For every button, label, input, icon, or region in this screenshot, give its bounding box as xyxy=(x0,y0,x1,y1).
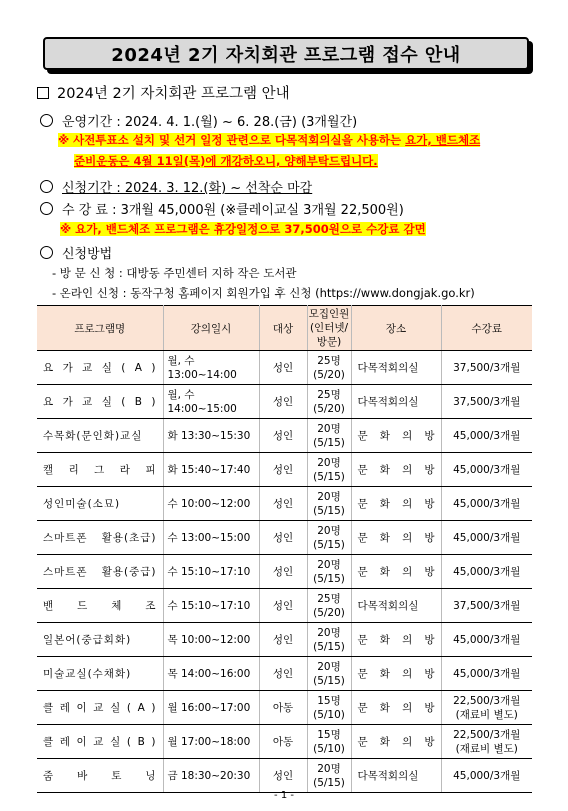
table-row xyxy=(37,691,532,725)
program-capacity: 15명 (5/10) xyxy=(307,725,351,759)
program-place: 문 화 의 방 xyxy=(351,521,441,555)
program-schedule: 수 13:00~15:00 xyxy=(163,521,259,555)
program-place: 문 화 의 방 xyxy=(351,691,441,725)
program-schedule: 화 13:30~15:30 xyxy=(163,419,259,453)
table-row xyxy=(37,657,532,691)
program-target: 아동 xyxy=(259,725,307,759)
program-schedule: 목 10:00~12:00 xyxy=(163,623,259,657)
table-row xyxy=(37,385,532,419)
fee-notice: ※ 요가, 밴드체조 프로그램은 휴강일정으로 37,500원으로 수강료 감면 xyxy=(60,222,426,236)
program-fee: 22,500/3개월 (재료비 별도) xyxy=(441,691,532,725)
program-fee: 45,000/3개월 xyxy=(441,759,532,793)
program-capacity: 20명 (5/15) xyxy=(307,759,351,793)
program-name: 줌 바 토 닝 xyxy=(37,759,163,793)
program-name: 수목화(문인화)교실 xyxy=(37,419,163,453)
program-fee: 45,000/3개월 xyxy=(441,555,532,589)
page-number: - 1 - xyxy=(274,790,294,801)
program-place: 문 화 의 방 xyxy=(351,725,441,759)
program-fee: 37,500/3개월 xyxy=(441,385,532,419)
program-name: 성인미술(소묘) xyxy=(37,487,163,521)
program-capacity: 20명 (5/15) xyxy=(307,487,351,521)
circle-bullet-icon xyxy=(40,114,53,127)
program-fee: 45,000/3개월 xyxy=(441,623,532,657)
program-place: 문 화 의 방 xyxy=(351,453,441,487)
fee-info: 수 강 료 : 3개월 45,000원 (※클레이교실 3개월 22,500원) xyxy=(40,199,404,218)
program-fee: 37,500/3개월 xyxy=(441,351,532,385)
program-name: 클 레 이 교 실 ( A ) xyxy=(37,691,163,725)
program-target: 성인 xyxy=(259,351,307,385)
program-target: 성인 xyxy=(259,453,307,487)
program-name: 일본어(중급회화) xyxy=(37,623,163,657)
table-row xyxy=(37,351,532,385)
program-fee: 45,000/3개월 xyxy=(441,453,532,487)
program-capacity: 25명 (5/20) xyxy=(307,385,351,419)
program-place: 문 화 의 방 xyxy=(351,623,441,657)
program-name: 미술교실(수채화) xyxy=(37,657,163,691)
program-fee: 45,000/3개월 xyxy=(441,419,532,453)
table-row xyxy=(37,521,532,555)
program-schedule: 월 16:00~17:00 xyxy=(163,691,259,725)
square-bullet-icon xyxy=(37,87,49,99)
program-place: 다목적회의실 xyxy=(351,759,441,793)
program-capacity: 25명 (5/20) xyxy=(307,351,351,385)
circle-bullet-icon xyxy=(40,180,53,193)
program-name: 클 레 이 교 실 ( B ) xyxy=(37,725,163,759)
method-heading: 신청방법 xyxy=(40,243,112,262)
program-target: 성인 xyxy=(259,657,307,691)
program-place: 문 화 의 방 xyxy=(351,555,441,589)
program-capacity: 15명 (5/10) xyxy=(307,691,351,725)
header-place: 장소 xyxy=(351,306,441,351)
table-row xyxy=(37,759,532,793)
program-schedule: 목 14:00~16:00 xyxy=(163,657,259,691)
circle-bullet-icon xyxy=(40,202,53,215)
page-title: 2024년 2기 자치회관 프로그램 접수 안내 xyxy=(43,37,529,70)
program-name: 요 가 교 실 ( B ) xyxy=(37,385,163,419)
program-target: 성인 xyxy=(259,759,307,793)
table-row xyxy=(37,725,532,759)
program-place: 다목적회의실 xyxy=(351,351,441,385)
table-row xyxy=(37,453,532,487)
program-capacity: 20명 (5/15) xyxy=(307,521,351,555)
notice-line-2: 준비운동은 4월 11일(목)에 개강하오니, 양해부탁드립니다. xyxy=(74,154,378,168)
program-target: 성인 xyxy=(259,419,307,453)
program-capacity: 20명 (5/15) xyxy=(307,555,351,589)
program-place: 다목적회의실 xyxy=(351,385,441,419)
table-row xyxy=(37,487,532,521)
program-fee: 37,500/3개월 xyxy=(441,589,532,623)
program-name: 요 가 교 실 ( A ) xyxy=(37,351,163,385)
header-program: 프로그램명 xyxy=(37,306,163,351)
method-online: - 온라인 신청 : 동작구청 홈페이지 회원가입 후 신청 (https://www.dongjak.go.kr) xyxy=(52,286,475,300)
program-name: 밴 드 체 조 xyxy=(37,589,163,623)
program-name: 스마트폰 활용(초급) xyxy=(37,521,163,555)
program-place: 다목적회의실 xyxy=(351,589,441,623)
operation-period: 운영기간 : 2024. 4. 1.(월) ~ 6. 28.(금) (3개월간) xyxy=(40,111,357,130)
program-name: 캘 리 그 라 피 xyxy=(37,453,163,487)
header-target: 대상 xyxy=(259,306,307,351)
program-name: 스마트폰 활용(중급) xyxy=(37,555,163,589)
section-heading: 2024년 2기 자치회관 프로그램 안내 xyxy=(37,82,290,103)
program-target: 성인 xyxy=(259,623,307,657)
program-schedule: 수 10:00~12:00 xyxy=(163,487,259,521)
header-schedule: 강의일시 xyxy=(163,306,259,351)
program-fee: 45,000/3개월 xyxy=(441,487,532,521)
table-row xyxy=(37,589,532,623)
program-target: 성인 xyxy=(259,555,307,589)
table-row xyxy=(37,419,532,453)
program-capacity: 20명 (5/15) xyxy=(307,623,351,657)
circle-bullet-icon xyxy=(40,246,53,259)
notice-line-1: ※ 사전투표소 설치 및 선거 일정 관련으로 다목적회의실을 사용하는 요가, 밴드체조 xyxy=(58,133,481,147)
program-schedule: 월, 수 14:00~15:00 xyxy=(163,385,259,419)
program-schedule: 월 17:00~18:00 xyxy=(163,725,259,759)
program-target: 아동 xyxy=(259,691,307,725)
program-schedule: 월, 수 13:00~14:00 xyxy=(163,351,259,385)
program-fee: 45,000/3개월 xyxy=(441,657,532,691)
program-schedule: 수 15:10~17:10 xyxy=(163,555,259,589)
program-target: 성인 xyxy=(259,487,307,521)
header-fee: 수강료 xyxy=(441,306,532,351)
program-place: 문 화 의 방 xyxy=(351,657,441,691)
program-fee: 22,500/3개월 (재료비 별도) xyxy=(441,725,532,759)
program-capacity: 20명 (5/15) xyxy=(307,657,351,691)
method-visit: - 방 문 신 청 : 대방동 주민센터 지하 작은 도서관 xyxy=(52,266,297,280)
program-schedule: 수 15:10~17:10 xyxy=(163,589,259,623)
program-target: 성인 xyxy=(259,521,307,555)
program-fee: 45,000/3개월 xyxy=(441,521,532,555)
program-target: 성인 xyxy=(259,589,307,623)
apply-period: 신청기간 : 2024. 3. 12.(화) ~ 선착순 마감 xyxy=(40,177,312,196)
program-schedule: 금 18:30~20:30 xyxy=(163,759,259,793)
program-capacity: 20명 (5/15) xyxy=(307,453,351,487)
program-place: 문 화 의 방 xyxy=(351,419,441,453)
program-target: 성인 xyxy=(259,385,307,419)
table-row xyxy=(37,555,532,589)
table-row xyxy=(37,623,532,657)
table-header-row xyxy=(37,306,532,351)
program-schedule: 화 15:40~17:40 xyxy=(163,453,259,487)
program-capacity: 20명 (5/15) xyxy=(307,419,351,453)
program-capacity: 25명 (5/20) xyxy=(307,589,351,623)
header-capacity: 모집인원 (인터넷/방문) xyxy=(307,306,351,351)
program-place: 문 화 의 방 xyxy=(351,487,441,521)
program-table xyxy=(37,305,532,793)
